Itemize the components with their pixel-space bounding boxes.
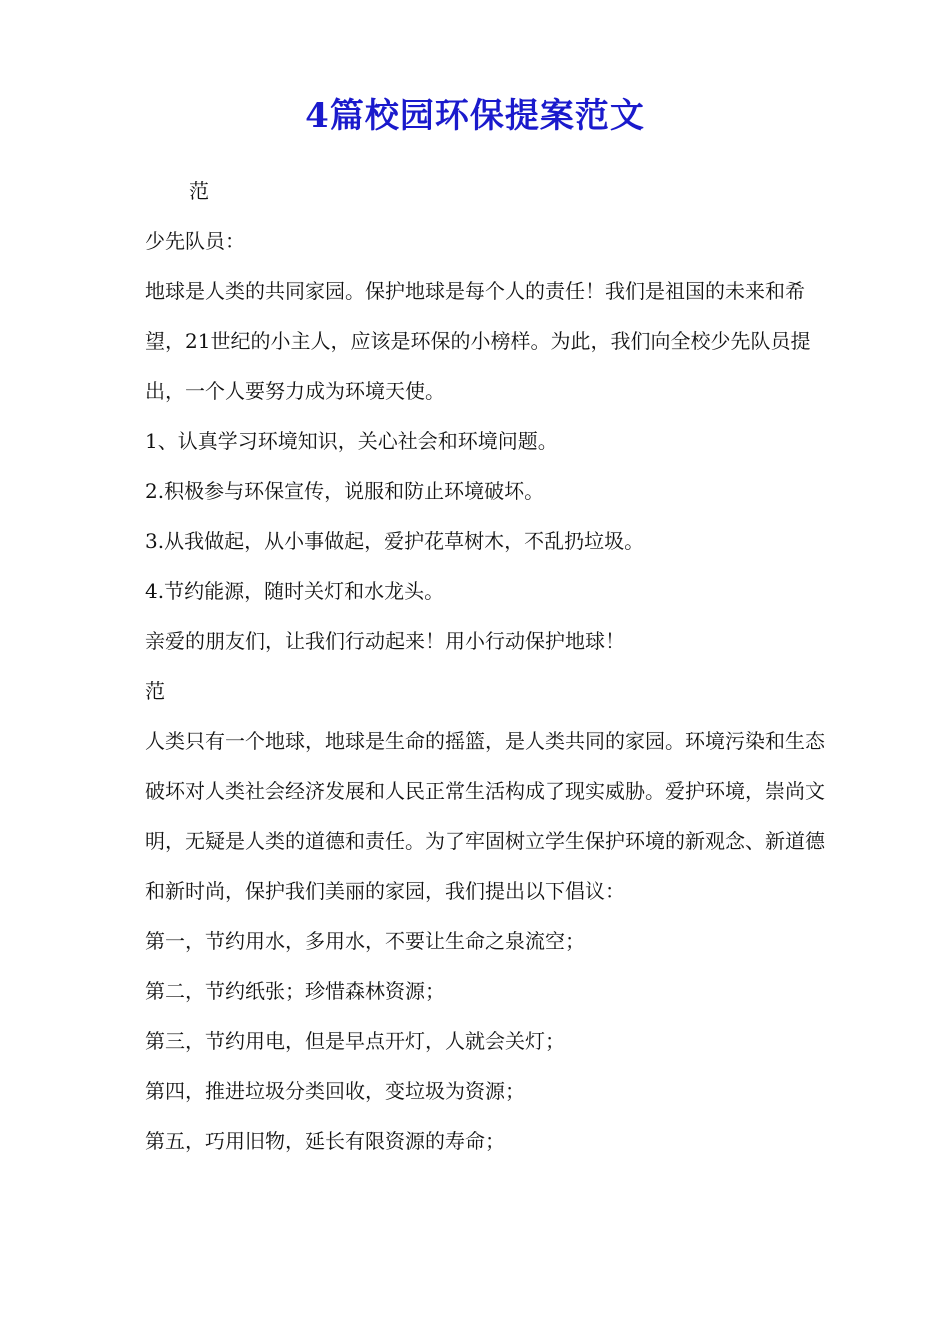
list-item: 4.节约能源，随时关灯和水龙头。 <box>145 579 445 603</box>
salutation: 少先队员： <box>145 229 245 253</box>
section-heading: 范 <box>145 679 165 703</box>
document-title: 4篇校园环保提案范文 <box>305 96 645 136</box>
list-item: 第一，节约用水，多用水，不要让生命之泉流空； <box>145 929 585 953</box>
list-item: 第二，节约纸张；珍惜森林资源； <box>145 979 445 1003</box>
body-paragraph: 亲爱的朋友们，让我们行动起来！用小行动保护地球！ <box>145 629 625 653</box>
list-item: 第五，巧用旧物，延长有限资源的寿命； <box>145 1129 505 1153</box>
list-item: 2.积极参与环保宣传，说服和防止环境破坏。 <box>145 479 545 503</box>
document-body <box>145 166 825 1166</box>
body-paragraph: 地球是人类的共同家园。保护地球是每个人的责任！我们是祖国的未来和希望，21世纪的小主人，应该是环保的小榜样。为此，我们向全校少先队员提出，一个人要努力成为环境天使。 <box>145 279 811 403</box>
body-paragraph: 人类只有一个地球，地球是生命的摇篮，是人类共同的家园。环境污染和生态破坏对人类社会经济发展和人民正常生活构成了现实威胁。爱护环境，崇尚文明，无疑是人类的道德和责任。为了牢固树立学生保护环境的新观念、新道德和新时尚，保护我们美丽的家园，我们提出以下倡议： <box>145 729 825 903</box>
list-item: 3.从我做起，从小事做起，爱护花草树木，不乱扔垃圾。 <box>145 529 645 553</box>
list-item: 第四，推进垃圾分类回收，变垃圾为资源； <box>145 1079 525 1103</box>
list-item: 1、认真学习环境知识，关心社会和环境问题。 <box>145 429 558 453</box>
section-heading: 范 <box>189 179 209 203</box>
list-item: 第三，节约用电，但是早点开灯，人就会关灯； <box>145 1029 565 1053</box>
